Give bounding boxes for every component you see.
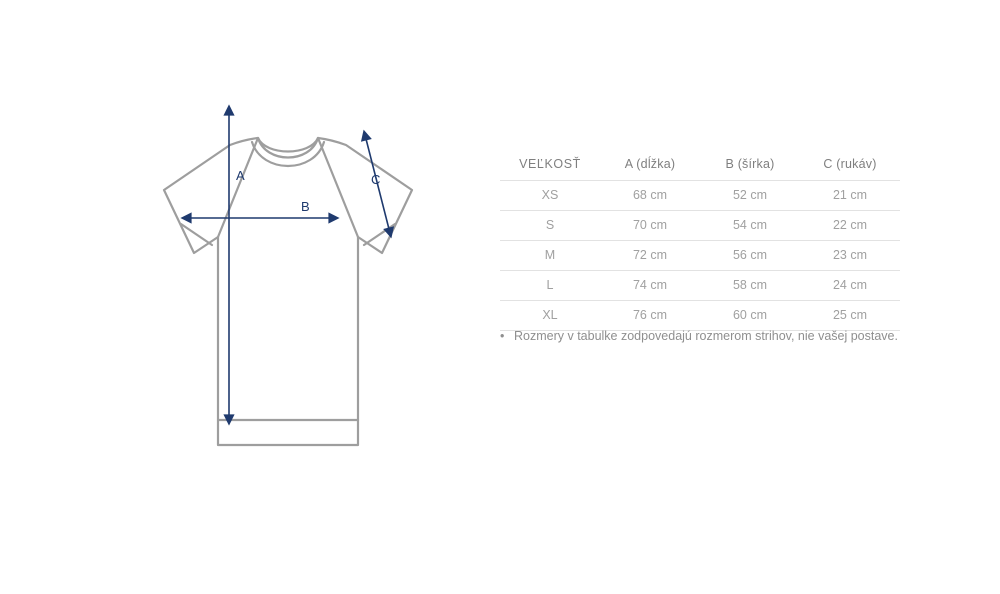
size-table — [500, 150, 900, 331]
cell-b: 60 cm — [732, 308, 768, 322]
tshirt-diagram — [60, 90, 480, 510]
label-c: C — [371, 172, 381, 187]
cell-b: 58 cm — [732, 278, 768, 292]
note-text: Rozmery v tabulke zodpovedajú rozmerom strihov, nie vašej postave. — [514, 329, 898, 343]
cell-c: 25 cm — [832, 308, 868, 322]
column-header-c: C (rukáv) — [823, 157, 877, 171]
cell-a: 68 cm — [632, 188, 668, 202]
cell-a: 74 cm — [632, 278, 668, 292]
table-row — [500, 301, 900, 331]
cell-a: 72 cm — [632, 248, 668, 262]
cell-c: 22 cm — [832, 218, 868, 232]
cell-c: 24 cm — [832, 278, 868, 292]
cell-b: 52 cm — [732, 188, 768, 202]
cell-size: XL — [542, 308, 558, 322]
cell-c: 23 cm — [832, 248, 868, 262]
size-table-body — [500, 181, 900, 331]
table-row — [500, 211, 900, 241]
cell-a: 70 cm — [632, 218, 668, 232]
column-header-a: A (dĺžka) — [624, 157, 676, 171]
cell-a: 76 cm — [632, 308, 668, 322]
label-a: A — [236, 168, 245, 183]
table-row — [500, 241, 900, 271]
table-row — [500, 271, 900, 301]
table-row — [500, 181, 900, 211]
cell-b: 54 cm — [732, 218, 768, 232]
size-table-container — [500, 150, 900, 331]
table-note — [500, 327, 960, 346]
cell-size: M — [544, 248, 556, 262]
label-b: B — [301, 199, 310, 214]
table-header-row — [500, 150, 900, 181]
bullet-icon: • — [500, 329, 505, 343]
size-table-head — [500, 150, 900, 181]
cell-size: L — [546, 278, 554, 292]
column-header-b: B (šírka) — [725, 157, 775, 171]
cell-b: 56 cm — [732, 248, 768, 262]
column-header-size: VEĽKOSŤ — [519, 157, 581, 171]
cell-size: S — [545, 218, 555, 232]
cell-size: XS — [541, 188, 559, 202]
cell-c: 21 cm — [832, 188, 868, 202]
